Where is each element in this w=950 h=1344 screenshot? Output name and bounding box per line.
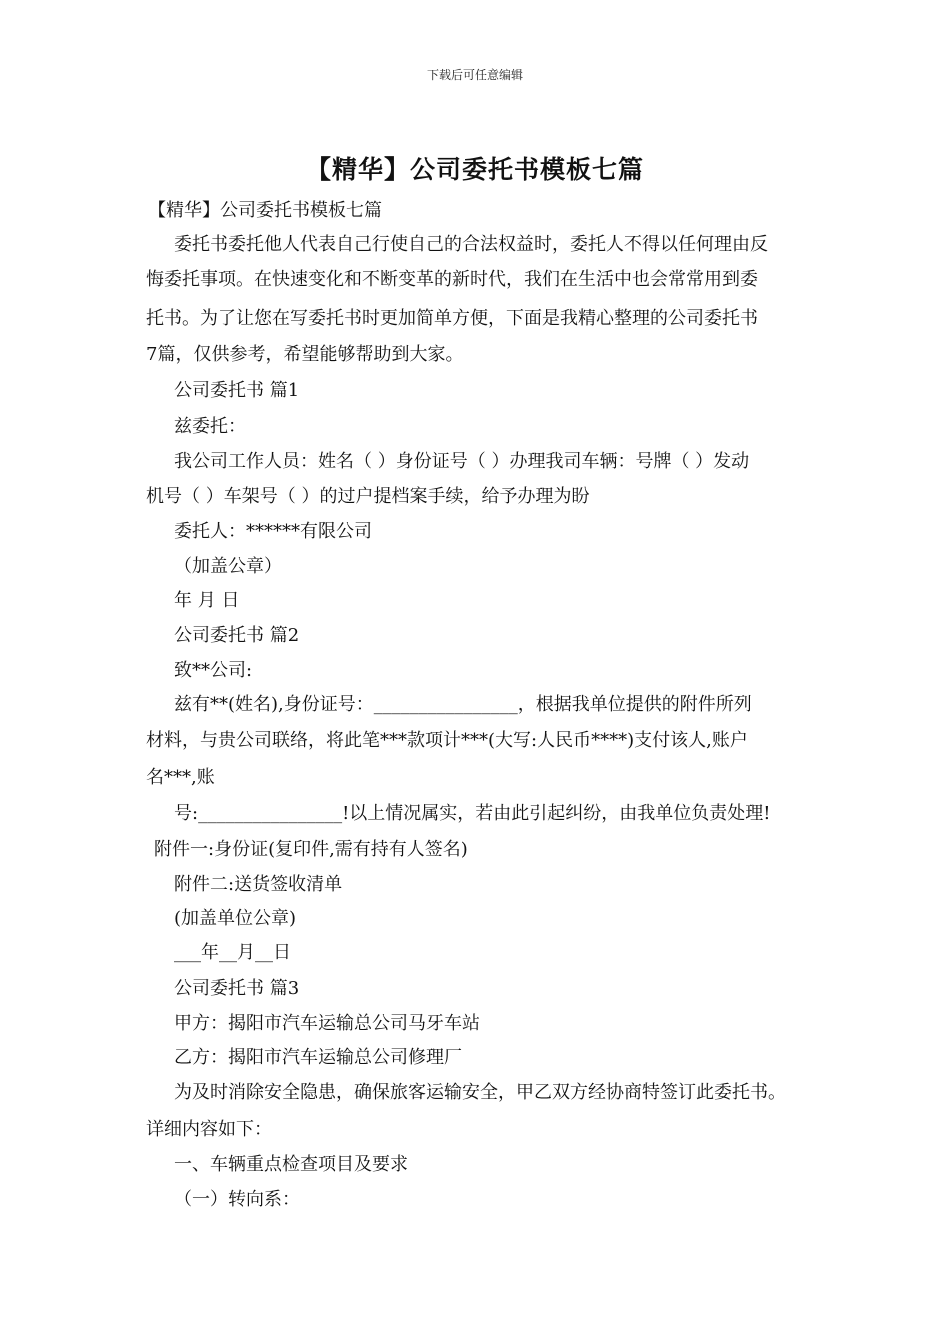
section-heading: 公司委托书 篇2 xyxy=(174,625,300,646)
paragraph-line: 年 月 日 xyxy=(174,590,240,611)
paragraph-line: 材料，与贵公司联络，将此笔***款项计***(大写:人民币****)支付该人,账户 xyxy=(146,730,748,751)
paragraph-line: (加盖单位公章) xyxy=(174,908,297,929)
paragraph-line: 附件二:送货签收清单 xyxy=(174,874,343,895)
paragraph-line: 兹委托： xyxy=(174,416,246,437)
paragraph-line: 机号（ ）车架号（ ）的过户提档案手续，给予办理为盼 xyxy=(146,486,590,507)
paragraph-line: 甲方：揭阳市汽车运输总公司马牙车站 xyxy=(174,1013,480,1034)
paragraph-line: 号:________________!以上情况属实，若由此引起纠纷，由我单位负责处理! xyxy=(174,803,771,824)
paragraph-line: 委托人：******有限公司 xyxy=(174,521,372,542)
paragraph-line: 详细内容如下： xyxy=(146,1119,272,1140)
paragraph-line: （一）转向系： xyxy=(174,1189,300,1210)
paragraph-line: 附件一:身份证(复印件,需有持有人签名) xyxy=(154,839,468,860)
paragraph-line: 一、车辆重点检查项目及要求 xyxy=(174,1154,408,1175)
paragraph-line: 委托书委托他人代表自己行使自己的合法权益时，委托人不得以任何理由反 xyxy=(174,234,768,255)
paragraph-line: 为及时消除安全隐患，确保旅客运输安全，甲乙双方经协商特签订此委托书。 xyxy=(174,1082,786,1103)
paragraph-line: 名***,账 xyxy=(146,767,215,788)
paragraph-line: 兹有**(姓名),身份证号：________________，根据我单位提供的附件所列 xyxy=(174,694,752,715)
paragraph-line: 我公司工作人员：姓名（ ）身份证号（ ）办理我司车辆：号牌（ ）发动 xyxy=(174,451,750,472)
paragraph-line: 悔委托事项。在快速变化和不断变革的新时代，我们在生活中也会常常用到委 xyxy=(146,269,758,290)
paragraph-line: 乙方：揭阳市汽车运输总公司修理厂 xyxy=(174,1047,462,1068)
paragraph-line: 托书。为了让您在写委托书时更加简单方便，下面是我精心整理的公司委托书 xyxy=(146,308,758,329)
paragraph-line: （加盖公章） xyxy=(174,556,282,577)
paragraph-line: 致**公司: xyxy=(174,660,253,681)
header-note: 下载后可任意编辑 xyxy=(426,68,523,82)
subtitle-line: 【精华】公司委托书模板七篇 xyxy=(148,200,382,221)
paragraph-line: ___年__月__日 xyxy=(174,942,291,963)
section-heading: 公司委托书 篇3 xyxy=(174,978,300,999)
paragraph-line: 7篇，仅供参考，希望能够帮助到大家。 xyxy=(146,344,464,365)
document-title: 【精华】公司委托书模板七篇 xyxy=(305,155,644,184)
section-heading: 公司委托书 篇1 xyxy=(174,380,300,401)
